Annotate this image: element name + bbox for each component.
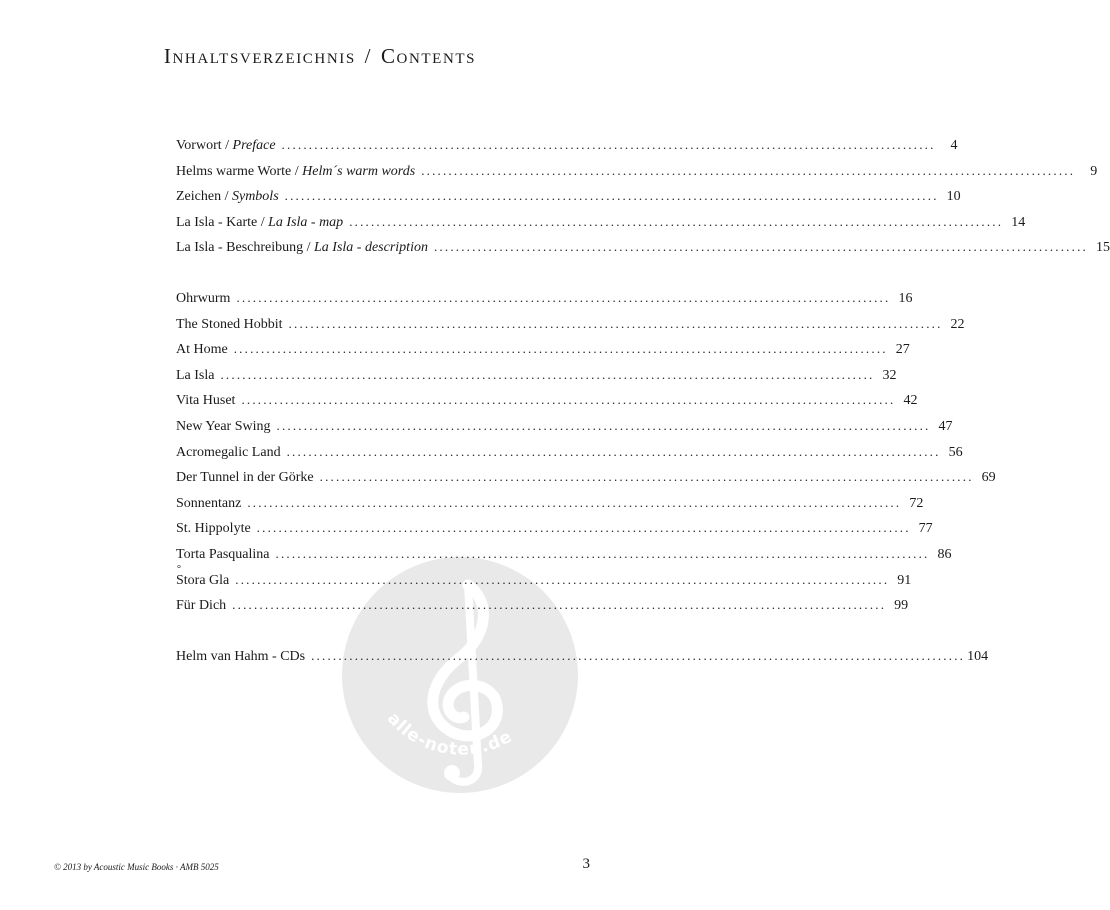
toc-entry-song[interactable] — [176, 494, 924, 521]
toc-entry-page: 22 — [950, 316, 965, 332]
toc-back-matter — [176, 648, 989, 674]
toc-entry-page: 4 — [950, 138, 958, 153]
toc-entry-song[interactable] — [176, 469, 996, 495]
toc-entry-page: 16 — [898, 291, 913, 306]
toc-entry-page: 91 — [897, 572, 912, 588]
dot-leader: ........................................................................................................................ — [241, 392, 896, 408]
toc-front-matter — [176, 137, 1110, 265]
toc-entry-page: 86 — [937, 546, 952, 562]
toc-entry-song[interactable] — [176, 366, 897, 393]
toc-entry-song[interactable] — [176, 520, 933, 546]
dot-leader: ........................................................................................................................ — [349, 213, 1004, 229]
dot-leader: ........................................................................................................................ — [232, 597, 887, 613]
toc-entry-song[interactable] — [176, 597, 909, 623]
toc-entry-cds[interactable] — [176, 648, 989, 674]
toc-entry-label-en: La Isla - description — [314, 240, 428, 256]
dot-leader: ........................................................................................................................ — [311, 648, 966, 663]
toc-entry-page: 47 — [938, 418, 953, 434]
dot-leader: ........................................................................................................................ — [319, 469, 974, 485]
toc-entry-label: La Isla — [176, 367, 215, 383]
toc-entry-warm-words[interactable] — [176, 162, 1098, 189]
toc-entry-label: Vorwort / — [176, 138, 233, 153]
dot-leader: ........................................................................................................................ — [233, 341, 888, 357]
copyright-notice: © 2013 by Acoustic Music Books · AMB 5025 — [54, 862, 219, 872]
toc-entry-map[interactable] — [176, 213, 1026, 240]
dot-leader: ........................................................................................................................ — [275, 545, 930, 561]
dot-leader: ........................................................................................................................ — [236, 290, 891, 305]
toc-entry-song[interactable] — [176, 545, 952, 572]
toc-entry-label: Helm van Hahm - CDs — [176, 649, 306, 664]
toc-entry-page: 9 — [1090, 163, 1098, 179]
dot-leader: ........................................................................................................................ — [276, 417, 931, 433]
watermark-text: alle-noten.de — [383, 708, 516, 760]
dot-leader: ........................................................................................................................ — [433, 239, 1088, 255]
toc-entry-song[interactable] — [176, 290, 913, 316]
toc-entry-song[interactable] — [176, 341, 910, 367]
toc-songs — [176, 290, 996, 623]
toc-entry-label: Helms warme Worte / — [176, 163, 303, 179]
toc-entry-label: Torta Pasqualina — [176, 546, 270, 562]
dot-leader: ........................................................................................................................ — [286, 443, 941, 459]
toc-entry-label-text: Stora Gla ° — [176, 573, 229, 589]
dot-leader: ........................................................................................................................ — [284, 188, 939, 204]
toc-entry-page: 104 — [967, 649, 989, 664]
toc-entry-label: At Home — [176, 342, 228, 358]
toc-entry-symbols[interactable] — [176, 188, 961, 214]
toc-entry-song[interactable] — [176, 443, 963, 470]
toc-entry-song[interactable] — [176, 417, 953, 444]
toc-entry-label: St. Hippolyte — [176, 521, 251, 537]
dot-leader: ........................................................................................................................ — [281, 137, 936, 152]
dot-leader: ........................................................................................................................ — [421, 162, 1076, 178]
toc-entry-label: Der Tunnel in der Görke — [176, 470, 314, 486]
toc-entry-song[interactable] — [176, 571, 912, 598]
page-number: 3 — [582, 856, 590, 872]
toc-entry-description[interactable] — [176, 239, 1110, 265]
toc-entry-page: 69 — [981, 470, 996, 486]
toc-entry-label-en: Helm´s warm words — [302, 163, 416, 179]
toc-entry-label: La Isla - Karte / — [176, 214, 269, 230]
toc-entry-label: Acromegalic Land — [176, 444, 281, 460]
toc-entry-page: 10 — [946, 189, 961, 205]
toc-entry-label: Vita Huset — [176, 393, 236, 409]
toc-entry-page: 72 — [909, 495, 924, 511]
toc-entry-song[interactable] — [176, 315, 965, 342]
dot-leader: ........................................................................................................................ — [235, 571, 890, 587]
dot-leader: ........................................................................................................................ — [220, 366, 875, 382]
page-title: Inhaltsverzeichnis / Contents — [163, 44, 477, 68]
dot-leader: ........................................................................................................................ — [256, 520, 911, 536]
toc-entry-page: 15 — [1095, 240, 1110, 256]
toc-entry-label-en: Symbols — [231, 189, 279, 205]
toc-entry-page: 56 — [948, 444, 963, 460]
toc-entry-label — [176, 573, 229, 589]
toc-entry-preface[interactable] — [176, 137, 958, 163]
toc-entry-label-en: Preface — [232, 138, 276, 153]
toc-entry-label: La Isla - Beschreibung / — [176, 240, 315, 256]
toc-entry-song[interactable] — [176, 392, 918, 418]
toc-entry-label: Sonnentanz — [176, 495, 242, 511]
toc-entry-page: 32 — [882, 367, 897, 383]
toc-entry-label: The Stoned Hobbit — [176, 316, 283, 332]
dot-leader: ........................................................................................................................ — [288, 315, 943, 331]
toc-entry-label: Für Dich — [176, 598, 227, 614]
toc-entry-label-en: La Isla - map — [268, 214, 344, 230]
toc-entry-label: Ohrwurm — [176, 291, 231, 306]
toc-entry-label: Zeichen / — [176, 189, 232, 205]
toc-entry-page: 42 — [903, 393, 918, 409]
toc-entry-label: New Year Swing — [176, 418, 271, 434]
toc-entry-page: 14 — [1011, 214, 1026, 230]
toc-entry-page: 99 — [894, 598, 909, 614]
toc-entry-page: 27 — [895, 342, 910, 358]
toc-entry-page: 77 — [918, 521, 933, 537]
dot-leader: ........................................................................................................................ — [247, 494, 902, 510]
